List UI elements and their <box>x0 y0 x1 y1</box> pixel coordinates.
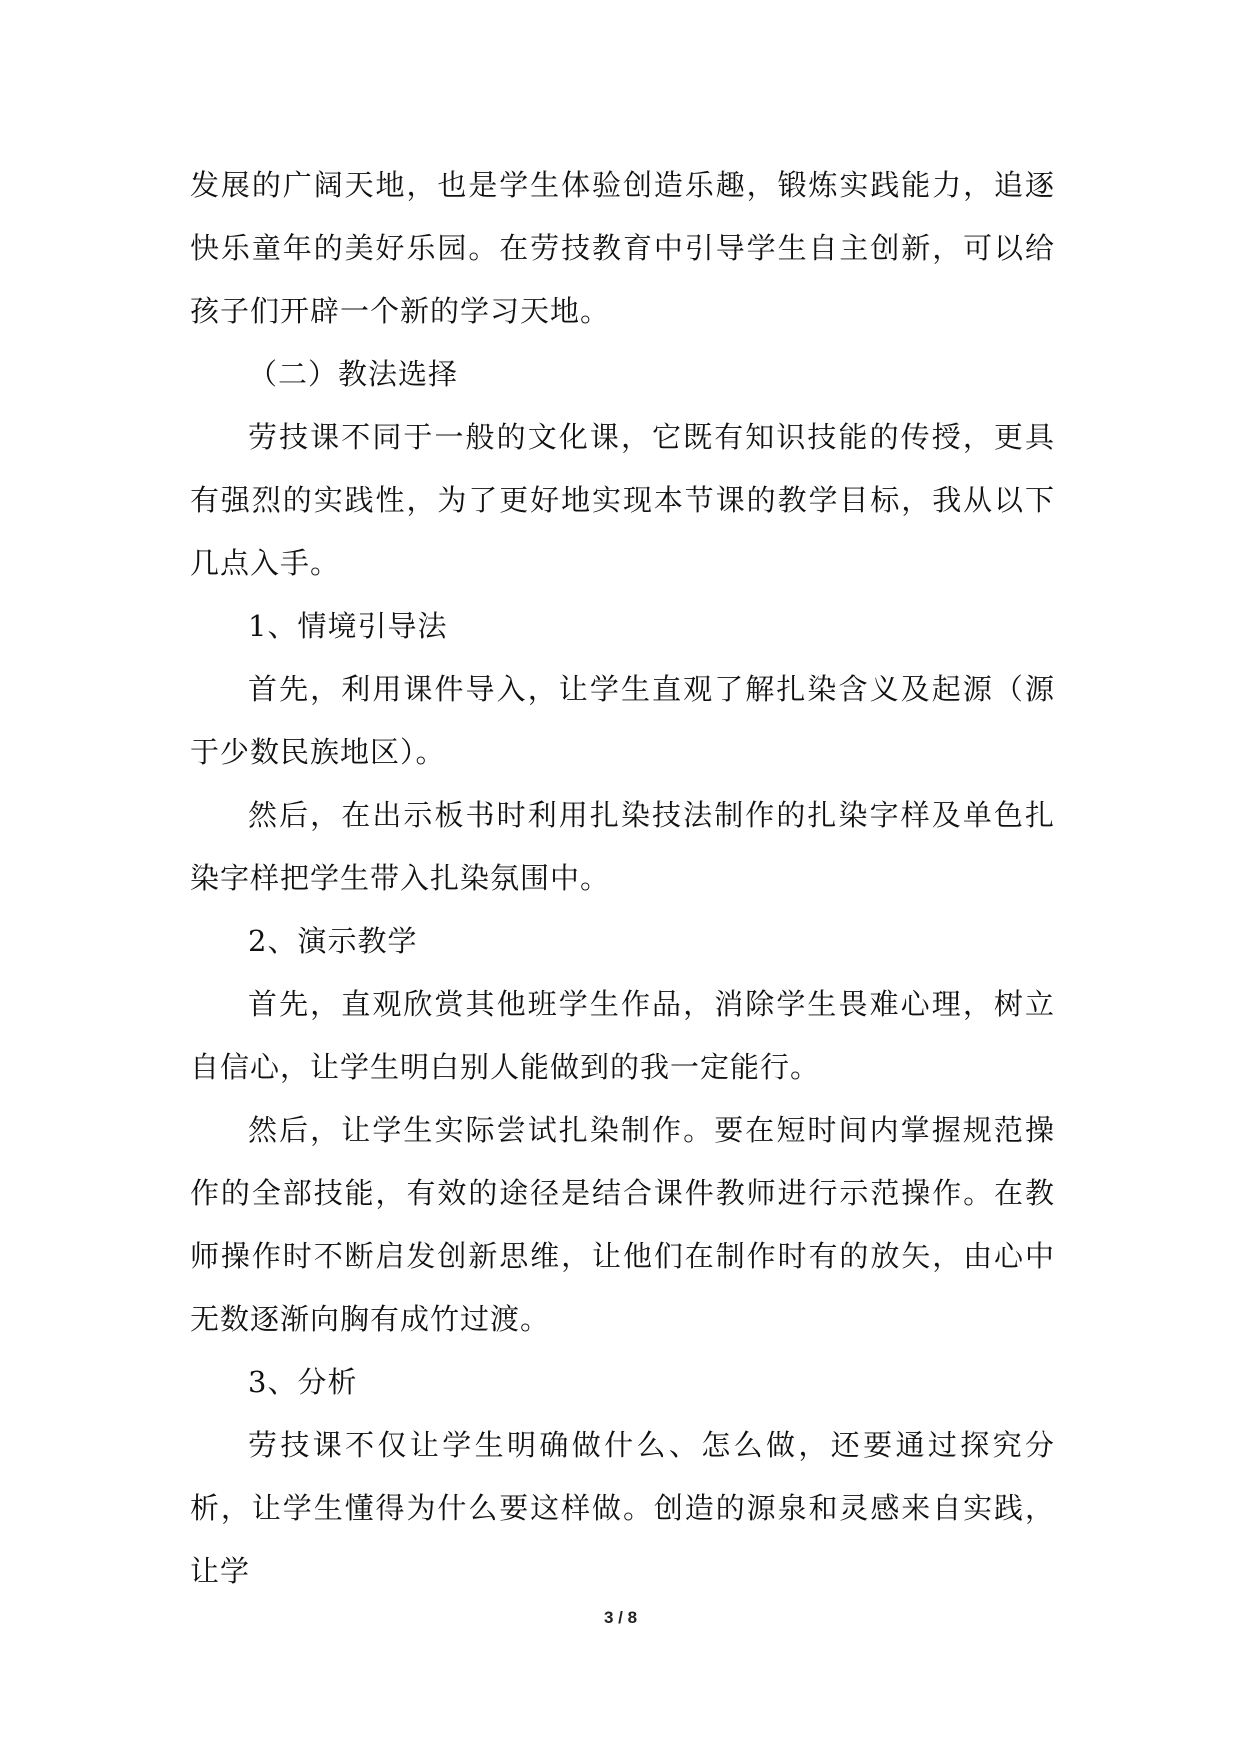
paragraph-continuation: 发展的广阔天地，也是学生体验创造乐趣，锻炼实践能力，追逐快乐童年的美好乐园。在劳技教育中引导学生自主创新，可以给孩子们开辟一个新的学习天地。 <box>190 168 1055 328</box>
paragraph-teaching-intro: 劳技课不同于一般的文化课，它既有知识技能的传授，更具有强烈的实践性，为了更好地实现本节课的教学目标，我从以下几点入手。 <box>190 420 1055 580</box>
paragraph-analysis: 劳技课不仅让学生明确做什么、怎么做，还要通过探究分析，让学生懂得为什么要这样做。创造的源泉和灵感来自实践，让学 <box>190 1428 1055 1588</box>
subheading-situation-guidance: 1、情境引导法 <box>248 609 448 643</box>
subheading-demonstration: 2、演示教学 <box>248 924 418 958</box>
paragraph-board-writing: 然后，在出示板书时利用扎染技法制作的扎染字样及单色扎染字样把学生带入扎染氛围中。 <box>190 798 1055 895</box>
paragraph-courseware-intro: 首先，利用课件导入，让学生直观了解扎染含义及起源（源于少数民族地区）。 <box>190 672 1055 769</box>
subheading-analysis: 3、分析 <box>248 1365 358 1399</box>
document-body <box>190 154 1055 1603</box>
paragraph-practice-tie-dye: 然后，让学生实际尝试扎染制作。要在短时间内掌握规范操作的全部技能，有效的途径是结合课件教师进行示范操作。在教师操作时不断启发创新思维，让他们在制作时有的放矢，由心中无数逐渐向胸有成竹过渡。 <box>190 1113 1055 1336</box>
page-number: 3 / 8 <box>603 1608 638 1627</box>
section-heading-teaching-method: （二）教法选择 <box>248 357 459 391</box>
paragraph-appreciate-works: 首先，直观欣赏其他班学生作品，消除学生畏难心理，树立自信心，让学生明白别人能做到的我一定能行。 <box>190 987 1055 1084</box>
